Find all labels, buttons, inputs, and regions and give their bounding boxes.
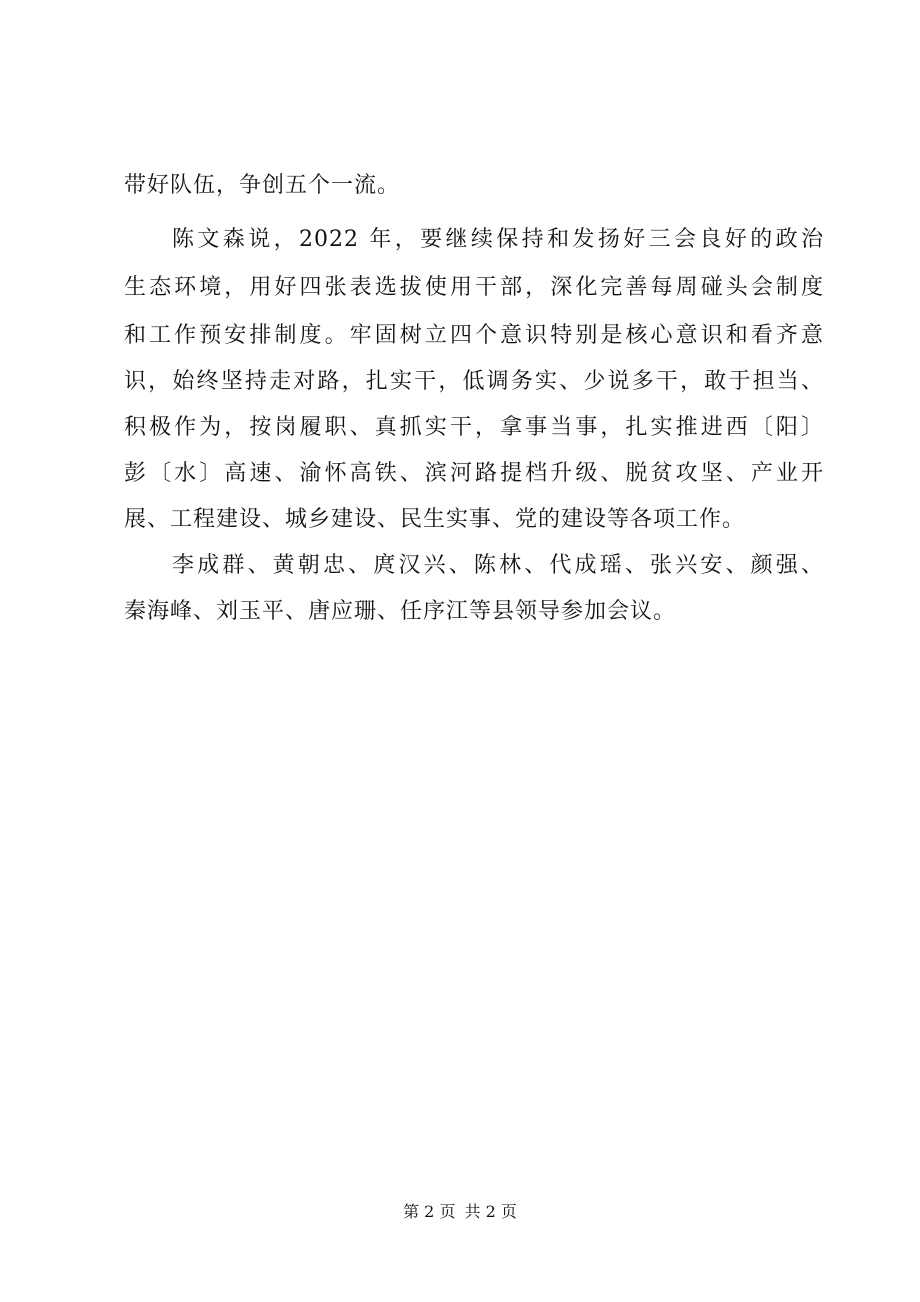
paragraph-2-line-2: 生态环境，用好四张表选拔使用干部，深化完善每周碰头会制度 xyxy=(124,275,824,300)
page-total: 共 2 页 xyxy=(464,1202,517,1221)
paragraph-2-line-1: 陈文森说，2022 年，要继续保持和发扬好三会良好的政治 xyxy=(172,227,824,252)
paragraph-3-line-1: 李成群、黄朝忠、庹汉兴、陈林、代成瑶、张兴安、颜强、 xyxy=(172,553,824,578)
paragraph-2-line-7: 展、工程建设、城乡建设、民生实事、党的建设等各项工作。 xyxy=(124,507,746,532)
paragraph-2-line-6: 彭〔水〕高速、渝怀高铁、滨河路提档升级、脱贫攻坚、产业开 xyxy=(124,461,824,486)
paragraph-2-line-3: 和工作预安排制度。牢固树立四个意识特别是核心意识和看齐意 xyxy=(124,323,824,348)
paragraph-2-line-4: 识，始终坚持走对路，扎实干，低调务实、少说多干，敢于担当、 xyxy=(124,369,824,394)
page-footer xyxy=(0,1200,920,1224)
paragraph-1-line-1: 带好队伍，争创五个一流。 xyxy=(124,173,401,198)
paragraph-3-line-2: 秦海峰、刘玉平、唐应珊、任序江等县领导参加会议。 xyxy=(124,599,677,624)
paragraph-2-line-5: 积极作为，按岗履职、真抓实干，拿事当事，扎实推进西〔阳〕 xyxy=(124,415,824,440)
page-number: 第 2 页 xyxy=(403,1202,456,1221)
